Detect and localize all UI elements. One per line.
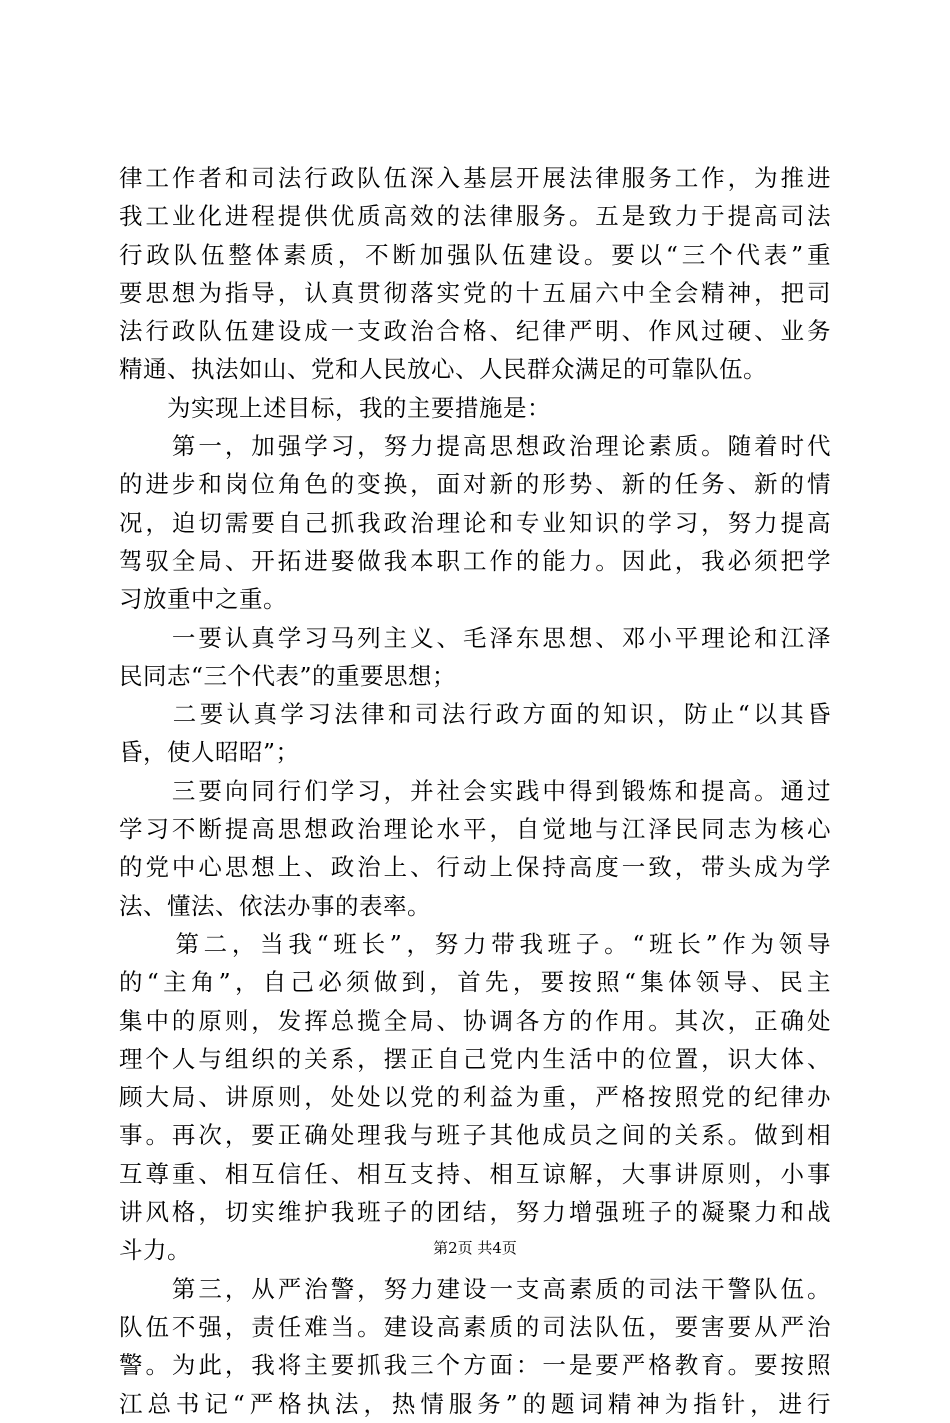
text-line: 我工业化进程提供优质高效的法律服务。五是致力于提高司法 (119, 202, 831, 231)
text-line: 习放重中之重。 (119, 585, 287, 614)
page-footer: 第2页 共4页 (433, 1239, 517, 1257)
text-line: 行政队伍整体素质，不断加强队伍建设。要以“三个代表”重 (119, 240, 831, 269)
text-line: 的“主角”，自己必须做到，首先，要按照“集体领导、民主 (119, 968, 831, 997)
text-line: 互尊重、相互信任、相互支持、相互谅解，大事讲原则，小事 (119, 1159, 831, 1188)
text-line: 讲风格，切实维护我班子的团结，努力增强班子的凝聚力和战 (119, 1198, 831, 1227)
text-line: 况，迫切需要自己抓我政治理论和专业知识的学习，努力提高 (119, 508, 831, 537)
text-line: 昏，使人昭昭”； (119, 738, 300, 767)
text-line: 精通、执法如山、党和人民放心、人民群众满足的可靠队伍。 (119, 355, 767, 384)
text-line: 的党中心思想上、政治上、行动上保持高度一致，带头成为学 (119, 853, 831, 882)
text-line: 第三，从严治警，努力建设一支高素质的司法干警队伍。 (119, 1274, 831, 1303)
text-line: 一要认真学习马列主义、毛泽东思想、邓小平理论和江泽 (119, 623, 831, 652)
text-line: 顾大局、讲原则，处处以党的利益为重，严格按照党的纪律办 (119, 1083, 831, 1112)
text-line: 事。再次，要正确处理我与班子其他成员之间的关系。做到相 (119, 1121, 831, 1150)
text-line: 三要向同行们学习，并社会实践中得到锻炼和提高。通过 (119, 776, 831, 805)
text-line: 斗力。 (119, 1236, 191, 1265)
text-line: 理个人与组织的关系，摆正自己党内生活中的位置，识大体、 (119, 1044, 831, 1073)
text-line: 学习不断提高思想政治理论水平，自觉地与江泽民同志为核心 (119, 815, 831, 844)
text-line: 法行政队伍建设成一支政治合格、纪律严明、作风过硬、业务 (119, 317, 831, 346)
text-line: 要思想为指导，认真贯彻落实党的十五届六中全会精神，把司 (119, 278, 831, 307)
text-line: 为实现上述目标，我的主要措施是： (119, 393, 551, 422)
text-line: 队伍不强，责任难当。建设高素质的司法队伍，要害要从严治 (119, 1312, 831, 1341)
text-line: 第二，当我“班长”，努力带我班子。“班长”作为领导 (119, 929, 831, 958)
text-line: 律工作者和司法行政队伍深入基层开展法律服务工作，为推进 (119, 164, 831, 192)
text-line: 民同志“三个代表”的重要思想； (119, 661, 457, 690)
text-line: 集中的原则，发挥总揽全局、协调各方的作用。其次，正确处 (119, 1006, 831, 1035)
text-line: 驾驭全局、开拓进娶做我本职工作的能力。因此，我必须把学 (119, 546, 831, 575)
text-line: 法、懂法、依法办事的表率。 (119, 891, 431, 920)
text-line: 第一，加强学习，努力提高思想政治理论素质。随着时代 (119, 432, 831, 461)
text-line: 二要认真学习法律和司法行政方面的知识，防止“以其昏 (119, 700, 831, 729)
text-line: 的进步和岗位角色的变换，面对新的形势、新的任务、新的情 (119, 470, 831, 499)
document-body (119, 159, 831, 1423)
text-line: 警。为此，我将主要抓我三个方面：一是要严格教育。要按照 (119, 1351, 831, 1380)
text-line: 江总书记“严格执法，热情服务”的题词精神为指针，进行 (119, 1389, 831, 1418)
